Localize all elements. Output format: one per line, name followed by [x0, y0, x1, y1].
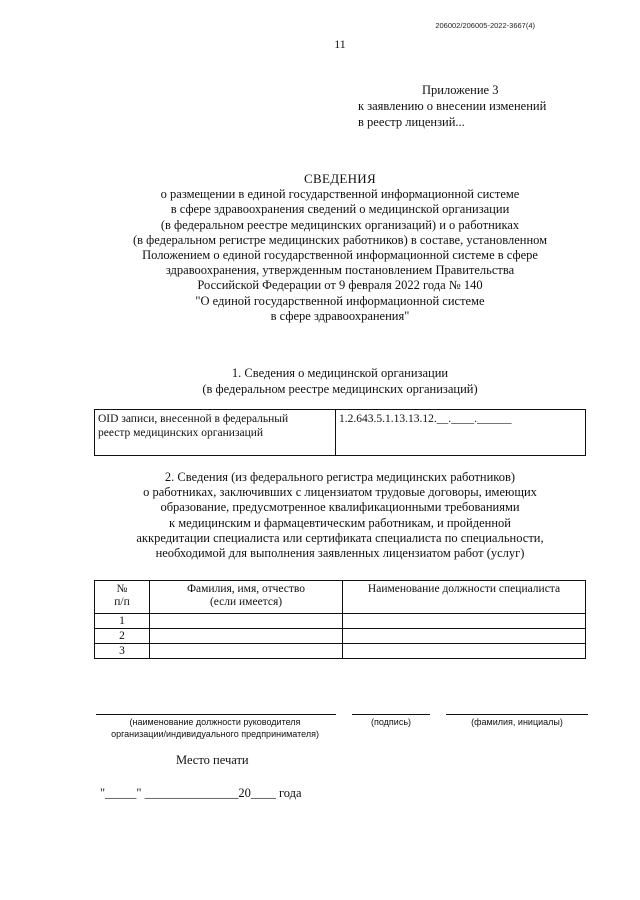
- table-row: [95, 614, 586, 629]
- title-line: в сфере здравоохранения": [270, 308, 410, 323]
- section2-heading-line: аккредитации специалиста или сертификата специалиста по специальности,: [136, 530, 544, 545]
- oid-value-cell[interactable]: [336, 410, 586, 456]
- signature-line[interactable]: [352, 714, 430, 715]
- position-cell[interactable]: [343, 614, 586, 629]
- title-line: (в федеральном регистре медицинских работников) в составе, установленном: [132, 232, 548, 247]
- title-line: о размещении в единой государственной информационной системе: [160, 187, 520, 202]
- oid-row: [95, 410, 586, 456]
- fullname-cell[interactable]: [150, 614, 343, 629]
- section1-heading-line: 1. Сведения о медицинской организации: [231, 366, 449, 380]
- col-number-header: [95, 581, 150, 614]
- signature-caption: (подпись): [370, 717, 412, 727]
- col-position-header: Наименование должности специалиста: [343, 581, 586, 614]
- col-number-line: п/п: [114, 596, 130, 608]
- col-fullname-header: [150, 581, 343, 614]
- section1-heading-line: (в федеральном реестре медицинских организаций): [202, 382, 478, 396]
- section2-heading-line: 2. Сведения (из федерального регистра медицинских работников): [164, 470, 516, 484]
- title-line: в сфере здравоохранения сведений о медицинской организации: [170, 202, 510, 217]
- section1-heading: [95, 365, 585, 397]
- fullname-cell[interactable]: [150, 644, 343, 659]
- col-fullname-line: (если имеется): [209, 596, 283, 608]
- oid-table: [94, 409, 586, 456]
- position-caption-line: организации/индивидуального предпринимателя): [111, 729, 319, 739]
- row-number: 2: [95, 629, 150, 644]
- section2-heading-line: образование, предусмотренное квалификационными требованиями: [160, 500, 520, 515]
- staff-table-header: [95, 581, 586, 614]
- col-fullname-line: Фамилия, имя, отчество: [186, 583, 306, 595]
- col-number-line: №: [116, 583, 128, 595]
- oid-value[interactable]: 1.2.643.5.1.13.13.12.__.____.______: [339, 413, 512, 425]
- title-line: здравоохранения, утвержденным постановлением Правительства: [165, 263, 515, 278]
- oid-label-cell: [95, 410, 336, 456]
- section2-heading-line: о работниках, заключивших с лицензиатом трудовые договоры, имеющих: [143, 485, 537, 500]
- annex-line-3: в реестр лицензий...: [358, 115, 465, 129]
- staff-table: [94, 580, 586, 659]
- title-line: (в федеральном реестре медицинских организаций) и о работниках: [160, 217, 520, 232]
- position-caption-line: (наименование должности руководителя: [129, 717, 301, 727]
- position-cell[interactable]: [343, 644, 586, 659]
- table-row: [95, 644, 586, 659]
- section2-heading-line: необходимой для выполнения заявленных лицензиатом работ (услуг): [155, 546, 525, 561]
- stamp-label: Место печати: [176, 753, 249, 767]
- page-number: 11: [334, 37, 346, 51]
- title-line: Российской Федерации от 9 февраля 2022 года № 140: [197, 278, 483, 293]
- row-number: 3: [95, 644, 150, 659]
- position-caption: [80, 716, 350, 740]
- annex-line-1: Приложение 3: [422, 83, 499, 97]
- name-initials-line[interactable]: [446, 714, 588, 715]
- oid-label-line: OID записи, внесенной в федеральный: [98, 413, 289, 425]
- oid-label-line: реестр медицинских организаций: [98, 427, 264, 439]
- position-cell[interactable]: [343, 629, 586, 644]
- section2-heading-line: к медицинским и фармацевтическим работникам, и пройденной: [169, 515, 511, 530]
- table-row: [95, 629, 586, 644]
- document-title: СВЕДЕНИЯ: [304, 171, 376, 186]
- fullname-cell[interactable]: [150, 629, 343, 644]
- title-line: "О единой государственной информационной системе: [195, 293, 485, 308]
- row-number: 1: [95, 614, 150, 629]
- annex-header: [358, 82, 546, 130]
- position-signature-line[interactable]: [96, 714, 336, 715]
- annex-line-2: к заявлению о внесении изменений: [358, 99, 547, 113]
- document-code: 206002/206005-2022-3667(4): [435, 21, 535, 30]
- name-caption: (фамилия, инициалы): [471, 717, 563, 727]
- date-line[interactable]: "_____" _______________20____ года: [100, 786, 302, 800]
- document-title-block: [95, 171, 585, 324]
- section2-heading: [95, 470, 585, 561]
- title-line: Положением о единой государственной информационной системе в сфере: [142, 248, 538, 263]
